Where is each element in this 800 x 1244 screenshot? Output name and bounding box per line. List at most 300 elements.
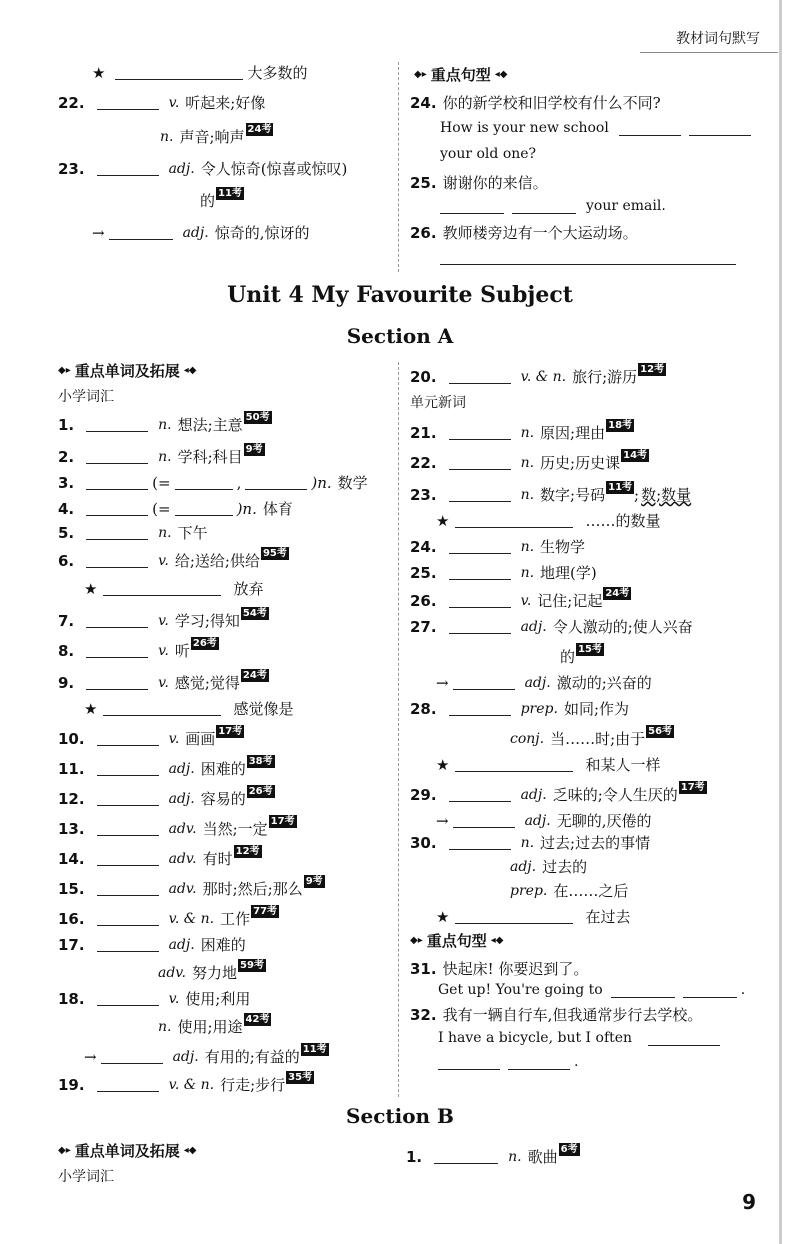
sentence-cn: 快起床! 你要迟到了。 <box>442 960 589 978</box>
pos: n. <box>520 538 535 555</box>
meaning: 声音;响声 <box>179 128 245 146</box>
blank[interactable] <box>86 675 148 690</box>
exam-badge: 38考 <box>248 756 273 767</box>
blank[interactable] <box>86 643 148 658</box>
top-item-23-cont <box>200 190 244 211</box>
item-number: 7. <box>58 611 75 630</box>
pos: n. <box>508 1148 522 1165</box>
sentence-en: your email. <box>586 198 666 214</box>
vocab-row <box>58 550 289 571</box>
blank[interactable] <box>453 675 515 690</box>
blank[interactable] <box>449 369 511 384</box>
blank[interactable] <box>86 501 148 516</box>
page-number: 9 <box>742 1190 756 1214</box>
item-number: 17. <box>58 935 85 954</box>
diamond-icon: ◂◆ <box>183 365 197 376</box>
pos: v. <box>168 730 180 747</box>
meaning: 记住;记起 <box>537 592 603 610</box>
blank[interactable] <box>683 983 737 998</box>
pos: v. <box>158 552 169 569</box>
meaning: 给;送给;供给 <box>174 552 260 570</box>
vocab-row <box>436 754 660 775</box>
exam-badge: 11考 <box>302 1044 327 1055</box>
meaning: 数字;号码 <box>540 486 606 504</box>
item-number: 26. <box>410 591 437 610</box>
exam-badge: 9考 <box>305 876 323 887</box>
vocab-row <box>410 784 707 805</box>
diamond-icon: ◂◆ <box>183 1145 197 1156</box>
vocab-row <box>58 878 325 899</box>
pos: v. <box>158 642 169 659</box>
vocab-row <box>436 906 630 927</box>
exam-badge: 50考 <box>245 412 270 423</box>
blank[interactable] <box>109 225 173 240</box>
item-number: 23. <box>410 485 437 504</box>
item-number: 2. <box>58 447 75 466</box>
vocab-row <box>410 616 693 637</box>
section-a-title: Section A <box>346 324 454 348</box>
exam-badge: 17考 <box>270 816 295 827</box>
item-number: 23. <box>58 159 85 178</box>
item-number: 32. <box>410 1005 437 1024</box>
paren-close: )n. <box>311 473 332 492</box>
diamond-icon: ◂◆ <box>490 935 504 946</box>
exam-badge: 77考 <box>253 906 278 917</box>
exam-badge: 35考 <box>288 1072 313 1083</box>
blank[interactable] <box>689 121 751 136</box>
vocab-row <box>58 1074 314 1095</box>
top-item-22 <box>58 92 265 113</box>
pos: adv. <box>158 964 187 981</box>
meaning: 在过去 <box>585 908 631 926</box>
exam-badge: 12考 <box>640 364 665 375</box>
pos: adj. <box>182 224 209 241</box>
blank[interactable] <box>455 909 573 924</box>
item-number: 26. <box>410 223 437 242</box>
blank[interactable] <box>97 1077 159 1092</box>
vocab-row <box>58 672 269 693</box>
item-number: 25. <box>410 563 437 582</box>
vocab-header-b <box>58 1140 200 1161</box>
meaning: 困难的 <box>200 760 246 778</box>
item-number: 28. <box>410 699 437 718</box>
blank[interactable] <box>449 701 511 716</box>
sentence-24-en <box>440 120 755 136</box>
vocab-row <box>58 908 279 929</box>
exam-badge: 24考 <box>242 670 267 681</box>
star-icon: ★ <box>436 755 450 774</box>
pos: prep. <box>510 882 548 899</box>
item-number: 13. <box>58 819 85 838</box>
pos: conj. <box>510 730 545 747</box>
sentence-31 <box>410 958 588 979</box>
sentence-26-answer <box>440 250 740 265</box>
vocab-row <box>510 856 587 877</box>
blank[interactable] <box>175 501 233 516</box>
vocab-row <box>58 788 275 809</box>
blank[interactable] <box>86 475 148 490</box>
section-heading: 重点单词及拓展 <box>74 1142 180 1160</box>
blank[interactable] <box>455 757 573 772</box>
diamond-icon: ◂◆ <box>494 69 508 80</box>
meaning: 有用的;有益的 <box>204 1048 300 1066</box>
diamond-icon: ◆▸ <box>58 1145 71 1156</box>
pos: n. <box>520 424 535 441</box>
meaning: 画画 <box>185 730 216 748</box>
item-number: 31. <box>410 959 437 978</box>
blank[interactable] <box>86 417 148 432</box>
meaning: 数学 <box>337 474 368 492</box>
pos: adv. <box>168 820 197 837</box>
blank[interactable] <box>97 991 159 1006</box>
star-icon: ★ <box>436 511 450 530</box>
pos: adv. <box>168 850 197 867</box>
exam-badge: 59考 <box>240 960 264 971</box>
blank[interactable] <box>455 513 573 528</box>
vocab-row <box>58 934 246 955</box>
vocab-row <box>410 536 585 557</box>
vocab-row <box>84 1046 329 1067</box>
blank[interactable] <box>449 593 511 608</box>
vocab-row <box>58 498 293 519</box>
meaning: 激动的;兴奋的 <box>556 674 652 692</box>
exam-badge: 9考 <box>245 444 263 455</box>
sentence-en: Get up! You're going to <box>438 982 603 998</box>
meaning: 使用;利用 <box>185 990 251 1008</box>
blank[interactable] <box>97 761 159 776</box>
paren-close: )n. <box>236 499 257 518</box>
blank[interactable] <box>449 425 511 440</box>
exam-badge: 12考 <box>235 846 260 857</box>
exam-badge: 24考 <box>605 588 630 599</box>
blank[interactable] <box>175 475 233 490</box>
comma: , <box>236 473 242 492</box>
meaning: 大多数的 <box>247 64 308 82</box>
star-icon: ★ <box>92 63 106 82</box>
exam-badge: 14考 <box>623 450 648 461</box>
item-number: 29. <box>410 785 437 804</box>
blank[interactable] <box>619 121 681 136</box>
blank[interactable] <box>103 581 221 596</box>
vocab-row <box>410 832 650 853</box>
blank[interactable] <box>245 475 307 490</box>
meaning: 令人激动的;使人兴奋 <box>552 618 693 636</box>
meaning: 旅行;游历 <box>572 368 638 386</box>
vocab-row <box>158 1016 271 1037</box>
meaning: 使用;用途 <box>177 1018 243 1036</box>
blank[interactable] <box>97 937 159 952</box>
section-b-title: Section B <box>346 1104 454 1128</box>
column-divider-main <box>398 362 399 1097</box>
exam-badge: 56考 <box>648 726 673 737</box>
vocab-row <box>58 610 269 631</box>
meaning: 如同;作为 <box>563 700 629 718</box>
sentence-32 <box>410 1004 702 1025</box>
meaning: 歌曲 <box>527 1148 558 1166</box>
primary-vocab-label-a: 小学词汇 <box>58 389 114 405</box>
vocab-row <box>410 422 634 443</box>
meaning: 原因;理由 <box>540 424 606 442</box>
blank[interactable] <box>453 813 515 828</box>
pos: v. & n. <box>520 368 567 385</box>
meaning: 历史;历史课 <box>540 454 621 472</box>
meaning: 当然;一定 <box>202 820 268 838</box>
meaning: 困难的 <box>200 936 246 954</box>
star-icon: ★ <box>436 907 450 926</box>
vocab-row <box>510 728 674 749</box>
diamond-icon: ◆▸ <box>414 69 427 80</box>
vocab-row <box>436 810 651 831</box>
blank[interactable] <box>440 250 736 265</box>
pos: v. <box>168 990 180 1007</box>
meaning: 地理(学) <box>540 564 597 582</box>
sentence-26 <box>410 222 638 243</box>
blank[interactable] <box>449 455 511 470</box>
item-number: 11. <box>58 759 85 778</box>
sentence-24-en2 <box>440 146 536 162</box>
vocab-header-a <box>58 360 200 381</box>
vocab-row <box>436 672 652 693</box>
item-number: 25. <box>410 173 437 192</box>
exam-badge: 15考 <box>578 644 602 655</box>
meaning: 体育 <box>262 500 293 518</box>
blank[interactable] <box>86 553 148 568</box>
item-number: 24. <box>410 537 437 556</box>
blank[interactable] <box>97 731 159 746</box>
page-edge <box>779 0 782 1244</box>
meaning-extra: 数;数量 <box>641 486 692 504</box>
top-item-23 <box>58 158 347 179</box>
arrow-icon: → <box>436 811 449 830</box>
meaning: 听 <box>174 642 190 660</box>
meaning: 有时 <box>202 850 233 868</box>
sentence-25-en <box>440 198 666 214</box>
pos: v. <box>168 94 180 111</box>
meaning: 无聊的,厌倦的 <box>556 812 652 830</box>
sentence-cn: 你的新学校和旧学校有什么不同? <box>442 94 661 112</box>
pos: v. <box>158 612 169 629</box>
blank[interactable] <box>115 65 243 80</box>
section-heading: 重点句型 <box>430 66 491 84</box>
meaning: 令人惊奇(惊喜或惊叹) <box>200 160 348 178</box>
pos: v. <box>158 674 169 691</box>
meaning: 感觉;觉得 <box>174 674 240 692</box>
vocab-row <box>158 962 266 983</box>
meaning: 听起来;好像 <box>185 94 266 112</box>
diamond-icon: ◆▸ <box>410 935 423 946</box>
exam-badge: 6考 <box>560 1144 578 1155</box>
item-number: 4. <box>58 499 75 518</box>
item-number: 30. <box>410 833 437 852</box>
blank[interactable] <box>86 613 148 628</box>
blank[interactable] <box>440 199 504 214</box>
meaning: 努力地 <box>192 964 238 982</box>
pos: n. <box>158 448 172 465</box>
pos: n. <box>520 834 535 851</box>
blank[interactable] <box>97 791 159 806</box>
vocab-row <box>560 646 604 667</box>
meaning: 行走;步行 <box>220 1076 286 1094</box>
pos: adj. <box>172 1048 199 1065</box>
star-icon: ★ <box>84 699 98 718</box>
paren-open: (= <box>152 473 171 492</box>
sentence-cn: 教师楼旁边有一个大运动场。 <box>442 224 638 242</box>
item-number: 8. <box>58 641 75 660</box>
pos: v. & n. <box>168 1076 215 1093</box>
blank[interactable] <box>101 1049 163 1064</box>
item-number: 14. <box>58 849 85 868</box>
new-words-label: 单元新词 <box>410 395 466 411</box>
meaning: 和某人一样 <box>585 756 661 774</box>
item-number: 5. <box>58 523 75 542</box>
blank[interactable] <box>611 983 675 998</box>
top-item-23-derived <box>92 222 309 243</box>
pos: adj. <box>524 674 551 691</box>
sentence-24 <box>410 92 661 113</box>
exam-badge: 11考 <box>218 188 242 199</box>
vocab-row <box>510 880 628 901</box>
meaning: 容易的 <box>200 790 246 808</box>
pos: n. <box>158 416 172 433</box>
pos: adj. <box>168 936 195 953</box>
meaning: 那时;然后;那么 <box>202 880 303 898</box>
exam-badge: 26考 <box>248 786 273 797</box>
period: . <box>740 982 746 998</box>
unit-title: Unit 4 My Favourite Subject <box>227 282 573 308</box>
blank[interactable] <box>434 1149 498 1164</box>
meaning: 感觉像是 <box>233 700 294 718</box>
blank[interactable] <box>449 565 511 580</box>
blank[interactable] <box>97 161 159 176</box>
pos: prep. <box>520 700 558 717</box>
blank[interactable] <box>97 881 159 896</box>
item-number: 20. <box>410 367 437 386</box>
blank[interactable] <box>508 1055 570 1070</box>
vocab-row <box>84 578 263 599</box>
blank[interactable] <box>449 787 511 802</box>
item-number: 12. <box>58 789 85 808</box>
exam-badge: 11考 <box>608 482 633 493</box>
sentence-en: I have a bicycle, but I often <box>438 1030 633 1046</box>
vocab-row <box>410 366 666 387</box>
blank[interactable] <box>97 821 159 836</box>
vocab-row <box>58 818 297 839</box>
pos: adj. <box>168 790 195 807</box>
meaning: 过去的 <box>542 858 588 876</box>
item-number: 16. <box>58 909 85 928</box>
page-header: 教材词句默写 <box>676 31 760 47</box>
blank[interactable] <box>86 525 148 540</box>
section-b-item-1 <box>406 1146 580 1167</box>
vocab-row <box>58 848 262 869</box>
meaning: 生物学 <box>540 538 586 556</box>
pos: adj. <box>520 786 547 803</box>
paren-open: (= <box>152 499 171 518</box>
section-heading: 重点句型 <box>426 932 487 950</box>
meaning: 学习;得知 <box>174 612 240 630</box>
item-number: 19. <box>58 1075 85 1094</box>
blank[interactable] <box>648 1031 720 1046</box>
arrow-icon: → <box>436 673 449 692</box>
sentence-en: your old one? <box>440 146 537 162</box>
vocab-row <box>410 562 597 583</box>
blank[interactable] <box>97 911 159 926</box>
blank[interactable] <box>512 199 576 214</box>
pos: adj. <box>168 160 195 177</box>
item-number: 27. <box>410 617 437 636</box>
pos: v. <box>520 592 532 609</box>
item-number: 10. <box>58 729 85 748</box>
blank[interactable] <box>449 487 511 502</box>
exam-badge: 24考 <box>247 124 272 135</box>
item-number: 18. <box>58 989 85 1008</box>
blank[interactable] <box>449 539 511 554</box>
meaning: 的 <box>200 192 216 210</box>
meaning: 当……时;由于 <box>550 730 646 748</box>
pos: n. <box>158 1018 172 1035</box>
exam-badge: 17考 <box>218 726 243 737</box>
blank[interactable] <box>449 619 511 634</box>
item-number: 15. <box>58 879 85 898</box>
pos: adj. <box>510 858 537 875</box>
blank[interactable] <box>449 835 511 850</box>
star-icon: ★ <box>84 579 98 598</box>
meaning: 惊奇的,惊讶的 <box>214 224 310 242</box>
vocab-row <box>58 728 244 749</box>
blank[interactable] <box>97 95 159 110</box>
exam-badge: 17考 <box>680 782 705 793</box>
meaning: 想法;主意 <box>177 416 243 434</box>
header-divider <box>640 52 778 53</box>
pos: v. & n. <box>168 910 215 927</box>
section-heading: 重点单词及拓展 <box>74 362 180 380</box>
top-sentence-header <box>410 64 511 85</box>
sentence-header-a <box>410 930 507 951</box>
exam-badge: 18考 <box>608 420 633 431</box>
vocab-row: 23. n. 数字;号码 11考 ; 数;数量 <box>410 482 692 504</box>
blank[interactable] <box>103 701 221 716</box>
top-item-22b <box>160 126 273 147</box>
sentence-31-en <box>438 982 745 998</box>
vocab-row <box>436 510 660 531</box>
column-divider-top <box>398 62 399 272</box>
meaning: 乏味的;令人生厌的 <box>552 786 678 804</box>
vocab-row <box>58 446 265 467</box>
pos: n. <box>158 524 172 541</box>
pos: n. <box>520 454 535 471</box>
meaning: 下午 <box>177 524 208 542</box>
vocab-row <box>58 640 219 661</box>
vocab-row <box>410 698 629 719</box>
exam-badge: 42考 <box>245 1014 270 1025</box>
meaning: 学科;科目 <box>177 448 243 466</box>
item-number: 1. <box>406 1147 423 1166</box>
meaning: 在……之后 <box>553 882 629 900</box>
vocab-row <box>58 988 250 1009</box>
meaning: ……的数量 <box>585 512 661 530</box>
sentence-cn: 我有一辆自行车,但我通常步行去学校。 <box>442 1006 703 1024</box>
meaning: 放弃 <box>233 580 264 598</box>
pos: n. <box>160 128 174 145</box>
pos: adj. <box>520 618 547 635</box>
item-number: 21. <box>410 423 437 442</box>
sentence-32-en <box>438 1030 724 1046</box>
pos: adj. <box>168 760 195 777</box>
pos: n. <box>520 564 535 581</box>
blank[interactable] <box>97 851 159 866</box>
blank[interactable] <box>86 449 148 464</box>
blank[interactable] <box>438 1055 500 1070</box>
